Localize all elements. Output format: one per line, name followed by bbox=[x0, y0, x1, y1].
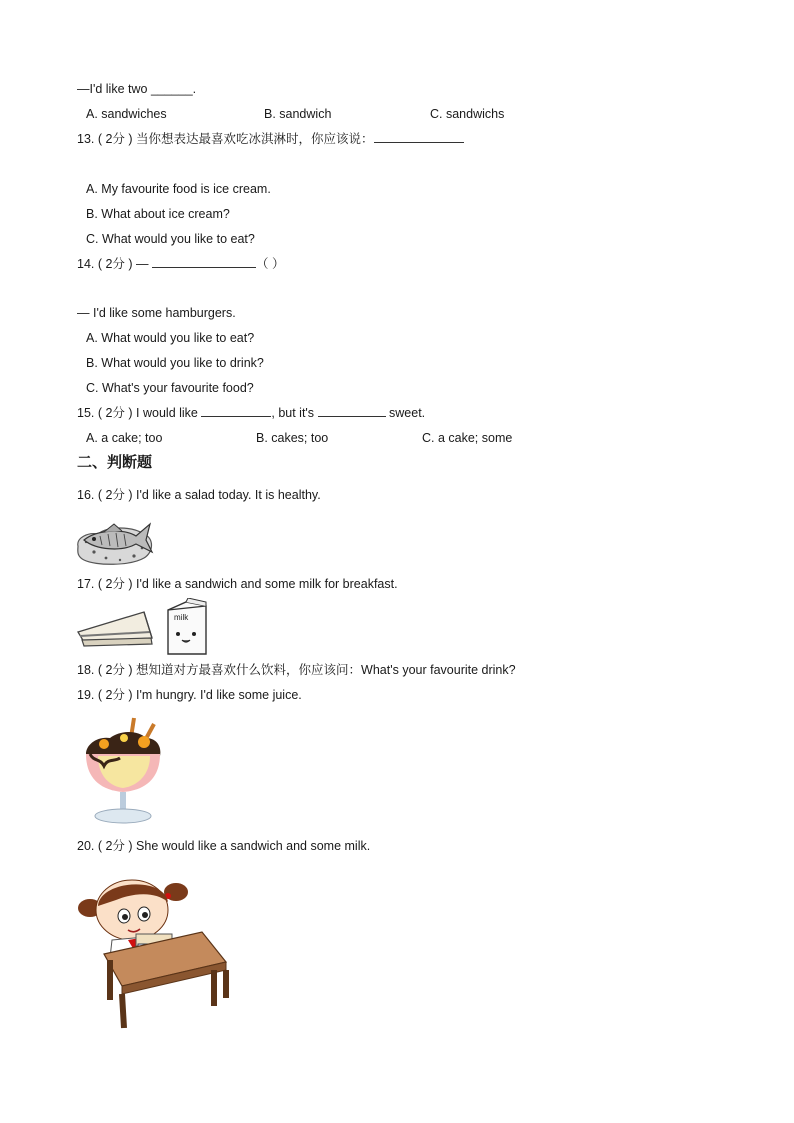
q13-option-b[interactable]: B. What about ice cream? bbox=[86, 207, 230, 221]
section-heading-true-false: 二、判断题 bbox=[77, 453, 153, 471]
q12-answer-line: —I'd like two ______. bbox=[77, 82, 197, 96]
q17-stem: 17. ( 2分 ) I'd like a sandwich and some milk for breakfast. bbox=[77, 577, 398, 591]
q13-option-a[interactable]: A. My favourite food is ice cream. bbox=[86, 182, 271, 196]
q14-blank[interactable] bbox=[152, 255, 256, 268]
milk-carton-icon bbox=[168, 598, 206, 654]
q15-blank-1[interactable] bbox=[201, 404, 271, 417]
q12-option-a[interactable]: A. sandwiches bbox=[86, 107, 167, 121]
q12-option-c[interactable]: C. sandwichs bbox=[430, 107, 505, 121]
q14-option-c[interactable]: C. What's your favourite food? bbox=[86, 381, 254, 395]
q15-stem-c: sweet. bbox=[389, 406, 426, 420]
fish-dish-image bbox=[74, 512, 156, 568]
q15-stem bbox=[77, 404, 425, 422]
q15-option-c[interactable]: C. a cake; some bbox=[422, 431, 513, 445]
q20-stem: 20. ( 2分 ) She would like a sandwich and some milk. bbox=[77, 839, 371, 853]
q14-answer-line: — I'd like some hamburgers. bbox=[77, 306, 236, 320]
q15-option-b[interactable]: B. cakes; too bbox=[256, 431, 329, 445]
sandwich-icon bbox=[78, 612, 152, 646]
q14-stem bbox=[77, 255, 285, 273]
ice-cream-sundae-image bbox=[80, 714, 166, 826]
q14-option-b[interactable]: B. What would you like to drink? bbox=[86, 356, 264, 370]
q19-stem: 19. ( 2分 ) I'm hungry. I'd like some juice. bbox=[77, 688, 302, 702]
milk-label: milk bbox=[174, 613, 189, 622]
q13-stem-text: 13. ( 2分 ) 当你想表达最喜欢吃冰淇淋时，你应该说： bbox=[77, 132, 374, 146]
q13-option-c[interactable]: C. What would you like to eat? bbox=[86, 232, 255, 246]
q18-stem: 18. ( 2分 ) 想知道对方最喜欢什么饮料，你应该问：What's your favourite drink? bbox=[77, 663, 516, 677]
q15-stem-b: , but it's bbox=[271, 406, 315, 420]
sandwich-and-milk-image bbox=[74, 598, 214, 656]
q15-option-a[interactable]: A. a cake; too bbox=[86, 431, 163, 445]
q15-stem-a: 15. ( 2分 ) I would like bbox=[77, 406, 198, 420]
girl-at-desk-image bbox=[76, 870, 234, 1034]
q14-stem-text: 14. ( 2分 ) — bbox=[77, 257, 149, 271]
q16-stem: 16. ( 2分 ) I'd like a salad today. It is healthy. bbox=[77, 488, 321, 502]
q13-blank[interactable] bbox=[374, 130, 464, 143]
q12-option-b[interactable]: B. sandwich bbox=[264, 107, 332, 121]
q14-answer-paren[interactable]: （ ） bbox=[256, 257, 285, 271]
q13-stem bbox=[77, 130, 464, 148]
q15-blank-2[interactable] bbox=[318, 404, 386, 417]
q14-option-a[interactable]: A. What would you like to eat? bbox=[86, 331, 255, 345]
